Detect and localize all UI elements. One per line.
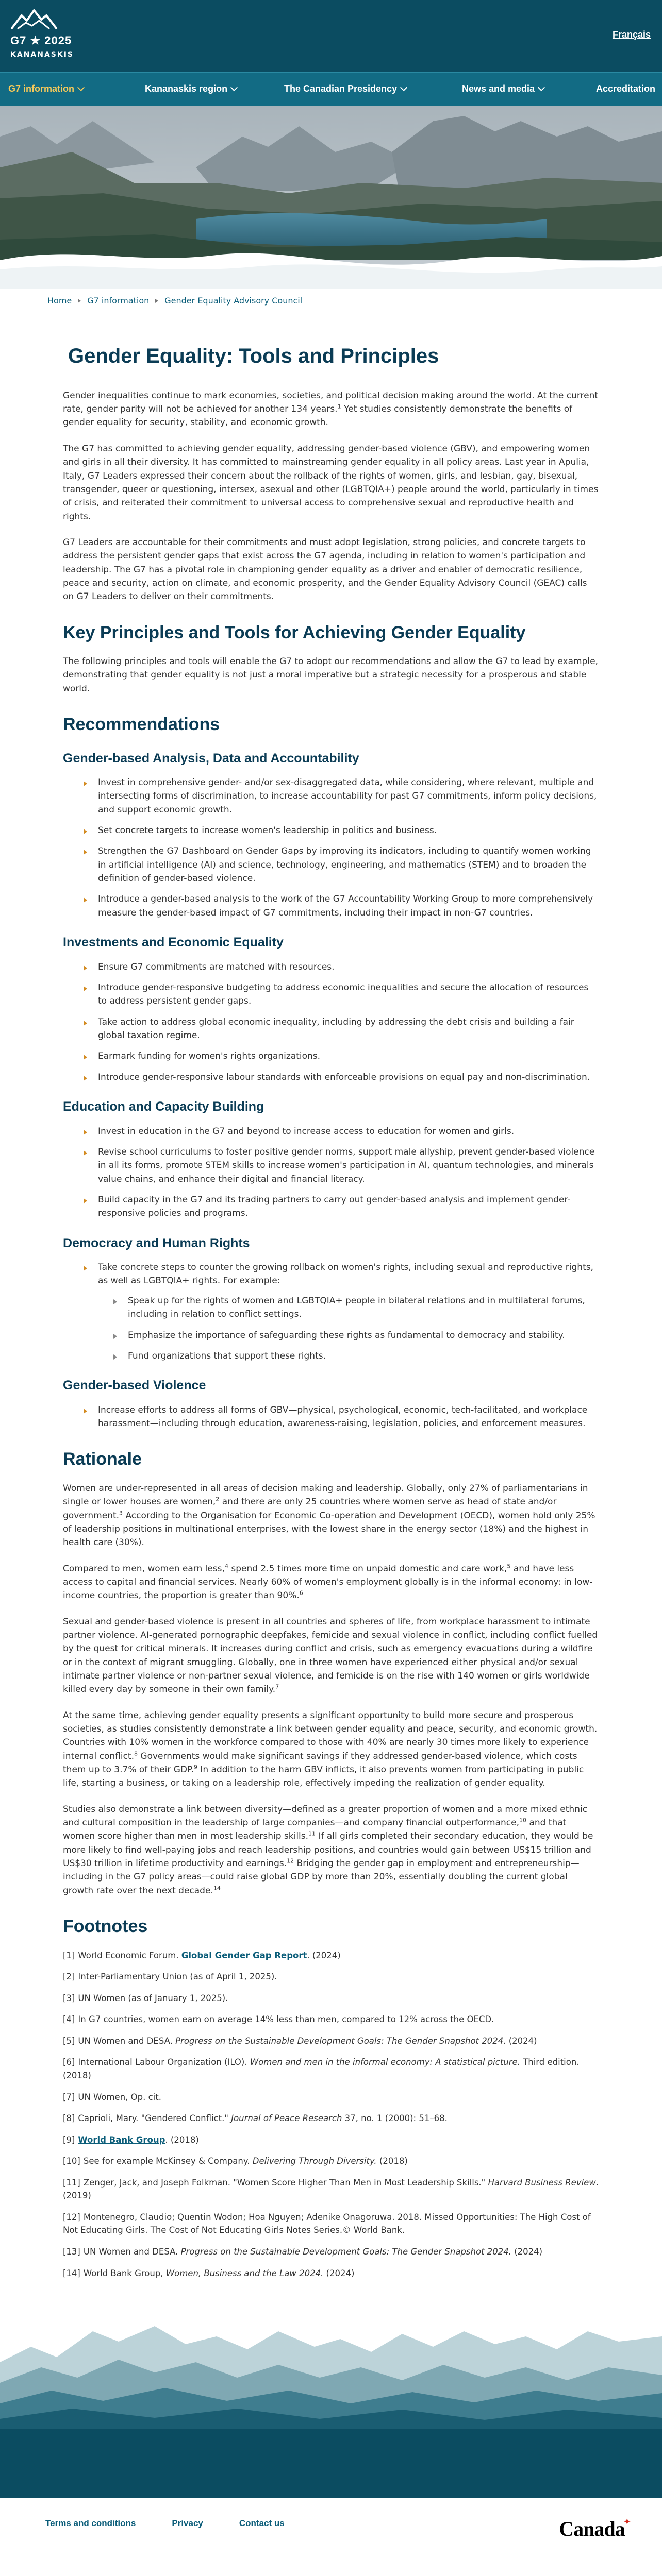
nav-label: G7 information: [8, 83, 75, 94]
list-item: Take action to address global economic inequality, including by addressing the debt crisis and building a fair global taxation regime.: [84, 1015, 599, 1043]
list-item: Introduce gender-responsive labour standards with enforceable provisions on equal pay and non-discrimination.: [84, 1071, 599, 1084]
hero-banner: [0, 106, 662, 289]
footnote-item: [63, 2091, 599, 2104]
footnote-ref[interactable]: 1: [337, 403, 341, 410]
footnote-ref[interactable]: 7: [275, 1683, 279, 1690]
footnote-ref[interactable]: 2: [216, 1496, 220, 1503]
footnote-post: (2024): [506, 2036, 537, 2046]
nav-label: The Canadian Presidency: [284, 83, 398, 94]
sub-list-item: Speak up for the rights of women and LGBTQIA+ people in bilateral relations and in multilateral forums, including in relation to conflict settings.: [113, 1294, 599, 1321]
breadcrumb-separator-icon: [78, 299, 81, 303]
text: Governments would make significant savings if they addressed gender-based violence, which costs them up to 3.7% of their GDP.: [63, 1751, 577, 1775]
footnote-item: [63, 2245, 599, 2259]
breadcrumb-home[interactable]: Home: [47, 296, 72, 306]
chevron-down-icon: [400, 84, 407, 91]
list-item: Invest in education in the G7 and beyond to increase access to education for women and girls.: [84, 1125, 599, 1138]
footnote-post: (2024): [323, 2268, 355, 2278]
footnote-italic: Delivering Through Diversity.: [252, 2156, 377, 2166]
footer-landscape-illustration: [0, 2300, 662, 2429]
footnote-item: [63, 2155, 599, 2168]
canada-wordmark-text: Canada: [559, 2517, 625, 2541]
footer-privacy-link[interactable]: Privacy: [172, 2518, 203, 2528]
main-nav: [0, 72, 662, 106]
footnote-n: [13]: [63, 2247, 80, 2257]
text: Sexual and gender-based violence is present in all countries and spheres of life, from workplace harassment to intimate partner violence. AI-generated pornographic deepfakes, femicide and sexual violence in conflict, including conflict fuelled by the quest for critical minerals. It increases during conflict and crisis, such as emergency evacuations during a wildfire or in the context of migrant smuggling. Globally, one in three women have experienced either physical and/or sexual intimate partner violence or non-partner sexual violence, and femicide is on the rise with 140 women or girls worldwide killed every day by someone in their own family.: [63, 1616, 598, 1695]
footnote-italic: Progress on the Sustainable Development Goals: The Gender Snapshot 2024.: [175, 2036, 506, 2046]
footnote-ref[interactable]: 8: [134, 1750, 138, 1757]
recommendation-list: [84, 1261, 599, 1363]
footnote-pre: International Labour Organization (ILO).: [78, 2057, 250, 2067]
footnote-n: [9]: [63, 2134, 75, 2145]
text: According to the Organisation for Economic Co-operation and Development (OECD), women hold only 25% of leadership positions in multinational enterprises, with the lowest share in the energy sector (18%) and the highest in health care (30%).: [63, 1510, 595, 1548]
footnote-item: [63, 2112, 599, 2125]
sub-list-item: Emphasize the importance of safeguarding these rights as fundamental to democracy and stability.: [113, 1329, 599, 1342]
footnote-pre: World Bank Group,: [83, 2268, 166, 2278]
footnote-ref[interactable]: 10: [519, 1817, 526, 1824]
text: Compared to men, women earn less,: [63, 1563, 225, 1574]
footer-contact-link[interactable]: Contact us: [239, 2518, 285, 2528]
footnote-link[interactable]: Global Gender Gap Report: [181, 1950, 307, 1960]
footnote-pre: Caprioli, Mary. "Gendered Conflict.": [78, 2113, 231, 2124]
list-item: Revise school curriculums to foster positive gender norms, support male allyship, prevent gender-based violence in all its forms, promote STEM skills to increase women's participation in AI, quantum technologies, and minerals value chains, and enhance their digital and financial literacy.: [84, 1145, 599, 1186]
list-item: [84, 1261, 599, 1363]
sub-list-item: Fund organizations that support these rights.: [113, 1349, 599, 1363]
footnote-pre: Montenegro, Claudio; Quentin Wodon; Hoa Nguyen; Adenike Onagoruwa. 2018. Missed Opportunities: The High Cost of Not Educating Girls. The Cost of Not Educating Girls Notes Series.© World Bank.: [63, 2212, 591, 2235]
nav-label: Kananaskis region: [145, 83, 228, 94]
footnote-italic: Harvard Business Review: [488, 2177, 596, 2188]
intro-paragraph: [63, 389, 599, 430]
footnote-post: . (2018): [165, 2134, 199, 2145]
footnote-item: [63, 2267, 599, 2280]
nav-item-canadian-presidency[interactable]: [284, 82, 462, 96]
footnote-pre: UN Women (as of January 1, 2025).: [78, 1993, 228, 2003]
intro-text: Yet studies consistently demonstrate the benefits of gender equality for security, stability, and economic growth.: [63, 404, 573, 428]
footnote-pre: See for example McKinsey & Company.: [83, 2156, 253, 2166]
text: and have less access to capital and financial services. Nearly 60% of women's employment globally is in the informal economy: in low-income countries, the proportion is greater than 90%.: [63, 1563, 593, 1601]
g7-logo[interactable]: [10, 8, 82, 61]
key-principles-heading: Key Principles and Tools for Achieving Gender Equality: [63, 622, 526, 642]
text: spend 2.5 times more time on unpaid domestic and care work,: [228, 1563, 507, 1574]
breadcrumb: [32, 295, 630, 308]
footnote-n: [11]: [63, 2177, 80, 2188]
footnote-post: 37, no. 1 (2000): 51–68.: [342, 2113, 448, 2124]
footnote-pre: UN Women and DESA.: [83, 2247, 181, 2257]
nav-label: News and media: [462, 83, 535, 94]
main-content: [32, 344, 630, 2280]
footnote-link[interactable]: World Bank Group: [78, 2134, 166, 2145]
site-header: [0, 0, 662, 106]
nav-item-g7-information[interactable]: [8, 82, 145, 96]
footnote-italic: Women, Business and the Law 2024.: [166, 2268, 324, 2278]
footnote-item: [63, 1949, 599, 1962]
section-heading: Democracy and Human Rights: [63, 1235, 250, 1250]
rationale-paragraph: [63, 1562, 599, 1603]
list-item-text: Take concrete steps to counter the growing rollback on women's rights, including sexual and reproductive rights, as well as LGBTQIA+ rights. For example:: [98, 1262, 593, 1286]
text: Women are under-represented in all areas of decision making and leadership. Globally, only 27% of parliamentarians in single or lower houses are women,: [63, 1483, 588, 1507]
footnote-item: [63, 2211, 599, 2237]
footnote-n: [12]: [63, 2212, 80, 2222]
footnote-item: [63, 2133, 599, 2147]
nav-item-accreditation[interactable]: [596, 82, 655, 96]
footnote-item: [63, 2035, 599, 2048]
language-toggle-link[interactable]: Français: [612, 29, 651, 40]
list-item: Invest in comprehensive gender- and/or sex-disaggregated data, while considering, where relevant, multiple and intersecting forms of discrimination, to increase accountability for past G7 commitments, inform policy decisions, and support economic growth.: [84, 776, 599, 817]
rationale-heading: Rationale: [63, 1449, 142, 1469]
intro-paragraph-2: The G7 has committed to achieving gender equality, addressing gender-based violence (GBV), and empowering women and girls in all their diversity. It has committed to mainstreaming gender equality in all policy areas. Last year in Apulia, Italy, G7 Leaders expressed their concern about the rollback of the rights of women, girls, and lesbian, gay, bisexual, transgender, queer or questioning, intersex, asexual and other (LGBTQIA+) people around the world, particularly in times of crisis, and reiterated their commitment to universal access to comprehensive sexual and reproductive health and rights.: [63, 443, 599, 522]
footer-band: [0, 2428, 662, 2498]
footnote-n: [8]: [63, 2113, 75, 2124]
chevron-down-icon: [538, 84, 545, 91]
chevron-down-icon: [230, 84, 238, 91]
nav-item-news-and-media[interactable]: [462, 82, 596, 96]
footnote-n: [10]: [63, 2156, 80, 2166]
list-item: Introduce gender-responsive budgeting to address economic inequalities and secure the allocation of resources to address persistent gender gaps.: [84, 981, 599, 1008]
intro-paragraph-3: G7 Leaders are accountable for their commitments and must adopt legislation, strong policies, and concrete targets to address the persistent gender gaps that exist across the G7 agenda, including in relation to women's participation and leadership. The G7 has a pivotal role in championing gender equality as a driver and enabler of democratic resilience, peace and security, action on climate, and economic prosperity, and the Gender Equality Advisory Council (GEAC) calls on G7 Leaders to deliver on their commitments.: [63, 537, 587, 602]
canada-wordmark: [559, 2513, 631, 2545]
list-item: Set concrete targets to increase women's leadership in politics and business.: [84, 824, 599, 837]
footnote-ref[interactable]: 11: [308, 1830, 316, 1837]
footnote-ref[interactable]: 4: [224, 1562, 228, 1569]
list-item: Introduce a gender-based analysis to the work of the G7 Accountability Working Group to more comprehensively measure the gender-based impact of G7 commitments, including their impact in non-G7 countries.: [84, 892, 599, 920]
text: At the same time, achieving gender equality presents a significant opportunity to build more secure and prosperous societies, as studies consistently demonstrate a link between gender equality and peace, security, and economic growth. Countries with 10% women in the workforce compared to those with 40% are nearly 30 times more likely to experience internal conflict.: [63, 1710, 598, 1761]
mountain-landscape-image: [0, 106, 662, 289]
breadcrumb-g7-information[interactable]: G7 information: [87, 296, 150, 306]
recommendation-list: [84, 1125, 599, 1221]
breadcrumb-separator-icon: [155, 299, 158, 303]
footnote-ref[interactable]: 12: [287, 1857, 294, 1865]
footnote-item: [63, 1992, 599, 2005]
footnote-post: (2018): [376, 2156, 408, 2166]
footnote-n: [1]: [63, 1950, 75, 1960]
header-top: [0, 0, 662, 72]
footnote-ref[interactable]: 3: [119, 1509, 123, 1516]
footnote-item: [63, 2013, 599, 2026]
footnote-post: . (2024): [307, 1950, 341, 1960]
section-heading: Gender-based Violence: [63, 1378, 206, 1393]
footnote-italic: Journal of Peace Research: [231, 2113, 342, 2124]
recommendations-heading: Recommendations: [63, 715, 220, 735]
chevron-down-icon: [77, 84, 85, 91]
footnote-n: [2]: [63, 1972, 75, 1982]
section-heading: Gender-based Analysis, Data and Accountability: [63, 751, 359, 766]
rationale-paragraph: [63, 1709, 599, 1790]
recommendation-list: [84, 776, 599, 920]
footnote-post: . (2019): [63, 2177, 599, 2201]
footnote-pre: Zenger, Jack, and Joseph Folkman. "Women Score Higher Than Men in Most Leadership Skills.": [83, 2177, 488, 2188]
nav-label: Accreditation: [596, 83, 656, 94]
footnote-item: [63, 2056, 599, 2082]
recommendation-list: [84, 1403, 599, 1431]
text: Bridging the gender gap in employment and entrepreneurship—including in the G7 policy areas—could raise global GDP by more than 20%, essentially doubling the current global growth rate over the next decade.: [63, 1858, 580, 1896]
footnote-post: Third edition. (2018): [63, 2057, 580, 2080]
text: Studies also demonstrate a link between diversity—defined as a greater proportion of women and a more mixed ethnic and cultural composition in the leadership of large companies—and company financial outperformance,: [63, 1804, 588, 1828]
list-item: Increase efforts to address all forms of GBV—physical, psychological, economic, tech-facilitated, and workplace harassment—including through education, awareness-raising, legislation, policies, and enforcement measures.: [84, 1403, 599, 1431]
recommendation-list: [84, 960, 599, 1084]
footnote-list: [63, 1949, 599, 2280]
footnote-post: (2024): [511, 2247, 543, 2257]
footnote-italic: Women and men in the informal economy: A statistical picture.: [250, 2057, 520, 2067]
footnote-italic: Progress on the Sustainable Development Goals: The Gender Snapshot 2024.: [180, 2247, 511, 2257]
nav-item-kananaskis-region[interactable]: [145, 82, 284, 96]
footnote-n: [7]: [63, 2092, 75, 2102]
footnote-pre: UN Women, Op. cit.: [78, 2092, 161, 2102]
footnote-pre: World Economic Forum.: [78, 1950, 181, 1960]
mountain-logo-icon: [10, 8, 58, 31]
footnote-item: [63, 2176, 599, 2202]
list-item: Ensure G7 commitments are matched with resources.: [84, 960, 599, 974]
footnote-n: [5]: [63, 2036, 75, 2046]
section-heading: Investments and Economic Equality: [63, 935, 284, 950]
text: and that women score higher than men in most leadership skills.: [63, 1818, 567, 1842]
site-footer: [0, 2498, 662, 2549]
footnote-pre: Inter-Parliamentary Union (as of April 1, 2025).: [78, 1972, 277, 1982]
footnote-n: [3]: [63, 1993, 75, 2003]
footnote-n: [4]: [63, 2014, 75, 2025]
logo-line-2: KANANASKIS: [10, 50, 74, 59]
footnote-item: [63, 1970, 599, 1984]
footnotes-heading: Footnotes: [63, 1917, 148, 1937]
maple-leaf-flag-icon: ✦: [623, 2518, 630, 2527]
sub-list: [113, 1294, 599, 1363]
footnote-n: [6]: [63, 2057, 75, 2067]
list-item: Earmark funding for women's rights organizations.: [84, 1049, 599, 1063]
rationale-paragraph: [63, 1803, 599, 1897]
footnote-ref[interactable]: 14: [213, 1885, 221, 1892]
text: and there are only 25 countries where women serve as head of state and/or government.: [63, 1497, 557, 1521]
footnote-ref[interactable]: 6: [299, 1589, 303, 1597]
footnote-ref[interactable]: 9: [193, 1764, 197, 1771]
footer-mountains-icon: [0, 2300, 662, 2429]
breadcrumb-geac[interactable]: Gender Equality Advisory Council: [164, 296, 303, 306]
list-item: Strengthen the G7 Dashboard on Gender Gaps by improving its indicators, including to quantify women working in artificial intelligence (AI) and science, technology, engineering, and mathematics (STEM) and to broaden the definition of gender-based violence.: [84, 844, 599, 885]
footnote-n: [14]: [63, 2268, 80, 2278]
logo-line-1: G7 ★ 2025: [10, 34, 72, 47]
list-item: Build capacity in the G7 and its trading partners to carry out gender-based analysis and implement gender-responsive policies and programs.: [84, 1193, 599, 1221]
footnote-ref[interactable]: 5: [507, 1562, 511, 1569]
footer-terms-link[interactable]: Terms and conditions: [45, 2518, 136, 2528]
page-title: Gender Equality: Tools and Principles: [68, 344, 439, 367]
footnote-pre: UN Women and DESA.: [78, 2036, 176, 2046]
text: If all girls completed their secondary education, they would be more likely to find well-paying jobs and reach leadership positions, and countries would gain between US$15 trillion and US$30 trillion in lifetime productivity and earnings.: [63, 1831, 593, 1869]
rationale-paragraph: [63, 1615, 599, 1697]
text: In addition to the harm GBV inflicts, it also prevents women from participating in public life, starting a business, or taking on a leadership role, effectively impeding the realization of gender equality.: [63, 1765, 584, 1789]
footnote-pre: In G7 countries, women earn on average 14% less than men, compared to 12% across the OECD.: [78, 2014, 494, 2025]
key-principles-text: The following principles and tools will enable the G7 to adopt our recommendations and allow the G7 to lead by example, demonstrating that gender equality is not just a moral imperative but a strategic necessity for a prosperous and stable world.: [63, 656, 598, 694]
section-heading: Education and Capacity Building: [63, 1099, 264, 1114]
intro-text: Gender inequalities continue to mark economies, societies, and political decision making around the world. At the current rate, gender parity will not be achieved for another 134 years.: [63, 390, 599, 415]
rationale-paragraph: [63, 1482, 599, 1550]
